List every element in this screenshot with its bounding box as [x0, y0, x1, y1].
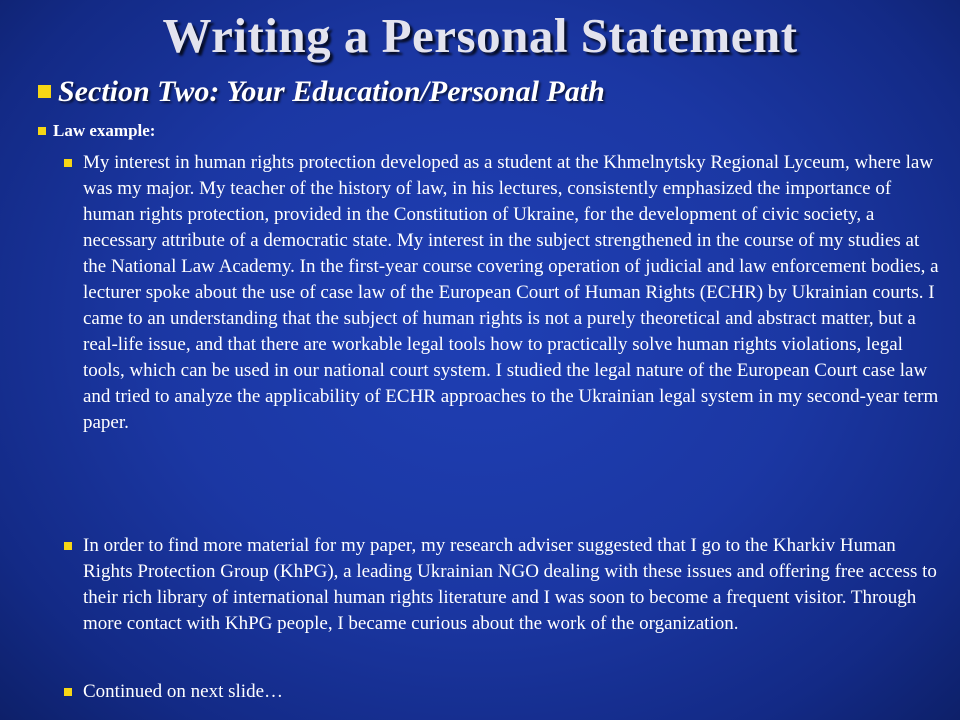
paragraph-item — [62, 533, 942, 637]
square-bullet-icon — [64, 159, 72, 167]
subheading-item — [38, 120, 155, 142]
continued-note-item — [62, 679, 942, 705]
square-bullet-icon — [64, 542, 72, 550]
slide-title: Writing a Personal Statement — [162, 8, 798, 63]
square-bullet-icon — [38, 85, 51, 98]
paragraph-item — [62, 150, 942, 436]
subheading: Law example: — [53, 121, 156, 140]
paragraph-text: My interest in human rights protection developed as a student at the Khmelnytsky Regional Lyceum, where law was my major. My teacher of the history of law, in his lectures, consistently emphasized the importance of human rights protection, provided in the Constitution of Ukraine, for the development of civic society, a necessary attribute of a democratic state. My interest in the subject strengthened in the course of my studies at the National Law Academy. In the first-year course covering operation of judicial and law enforcement bodies, a lecturer spoke about the use of case law of the European Court of Human Rights (ECHR) by Ukrainian courts. I came to an understanding that the subject of human rights is not a purely theoretical and abstract matter, but a real-life issue, and that there are workable legal tools how to practically solve human rights violations, legal tools, which can be used in our national court system. I studied the legal nature of the European Court case law and tried to analyze the applicability of ECHR approaches to the Ukrainian legal system in my second-year term paper. — [83, 152, 939, 433]
section-heading: Section Two: Your Education/Personal Path — [58, 75, 605, 108]
paragraph-text: In order to find more material for my paper, my research adviser suggested that I go to the Kharkiv Human Rights Protection Group (KhPG), a leading Ukrainian NGO dealing with these issues and offering free access to their rich library of international human rights literature and I was soon to become a frequent visitor. Through more contact with KhPG people, I became curious about the work of the organization. — [83, 535, 937, 634]
continued-note: Continued on next slide… — [83, 681, 284, 702]
square-bullet-icon — [38, 127, 46, 135]
square-bullet-icon — [64, 688, 72, 696]
section-heading-item — [38, 73, 938, 111]
